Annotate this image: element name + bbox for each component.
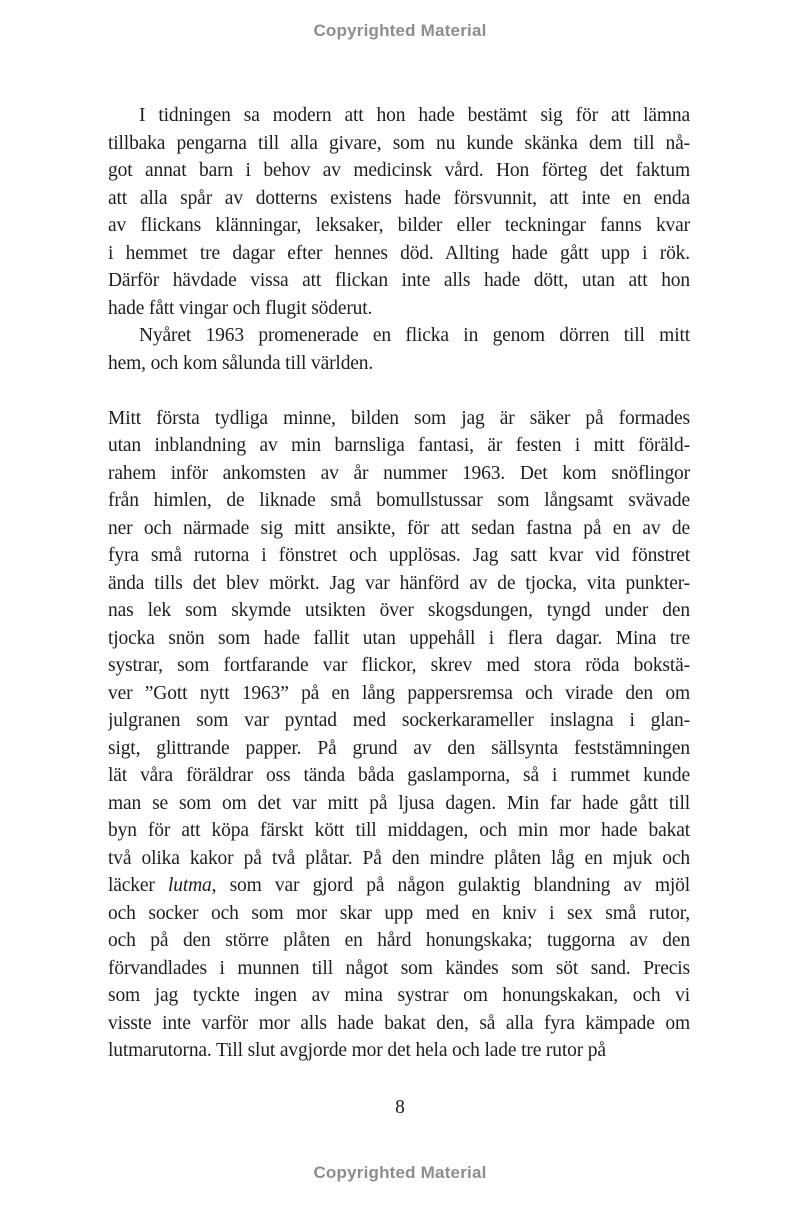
text-line: rahem inför ankomsten av år nummer 1963. Det kom snöflingor (108, 462, 690, 484)
text-line: sigt, glittrande papper. På grund av den sällsynta feststämningen (108, 737, 690, 759)
copyright-notice-top: Copyrighted Material (313, 21, 487, 40)
text-line: ända tills det blev mörkt. Jag var hänförd av de tjocka, vita punkter- (108, 572, 690, 594)
text-line: man se som om det var mitt på ljusa dagen. Min far hade gått till (108, 792, 690, 814)
text-block (108, 102, 690, 1065)
text-line: Mitt första tydliga minne, bilden som jag är säker på formades (108, 407, 690, 429)
text-line: och på den större plåten en hård honungskaka; tuggorna av den (108, 930, 690, 951)
text-line: två olika kakor på två plåtar. På den mindre plåten låg en mjuk och (108, 847, 690, 869)
page-number: 8 (395, 1097, 405, 1118)
text-line: hem, och kom sålunda till världen. (108, 352, 374, 374)
text-line: tillbaka pengarna till alla givare, som nu kunde skänka dem till nå- (108, 132, 690, 154)
text-line: hade fått vingar och flugit söderut. (108, 297, 373, 319)
text-line: lutmarutorna. Till slut avgjorde mor det hela och lade tre rutor på (108, 1040, 606, 1061)
text-line: nas lek som skymde utsikten över skogsdungen, tyngd under den (108, 600, 690, 621)
text-line: visste inte varför mor alls hade bakat den, så alla fyra kämpade om (108, 1012, 690, 1034)
text-line: got annat barn i behov av medicinsk vård. Hon förteg det faktum (108, 160, 690, 181)
text-line: ner och närmade sig mitt ansikte, för att sedan fastna på en av de (108, 517, 690, 539)
text-line: att alla spår av dotterns existens hade försvunnit, att inte en enda (108, 187, 690, 209)
text-line: byn för att köpa färskt kött till middagen, och min mor hade bakat (108, 820, 690, 841)
paragraph (108, 405, 690, 1065)
text-line: från himlen, de liknade små bomullstussar som långsamt svävade (108, 490, 690, 511)
text-line: Nyåret 1963 promenerade en flicka in genom dörren till mitt (139, 325, 690, 346)
text-line: fyra små rutorna i fönstret och upplösas. Jag satt kvar vid fönstret (108, 545, 690, 566)
text-line: som jag tyckte ingen av mina systrar om honungskakan, och vi (108, 985, 690, 1006)
paragraph (108, 322, 690, 377)
text-line: förvandlades i munnen till något som kändes som söt sand. Precis (108, 957, 690, 979)
text-line: lät våra föräldrar oss tända båda gaslamporna, så i rummet kunde (108, 765, 690, 786)
text-line: ver ”Gott nytt 1963” på en lång pappersremsa och virade den om (108, 682, 690, 704)
text-line: julgranen som var pyntad med sockerkarameller inslagna i glan- (108, 710, 690, 731)
paragraph (108, 102, 690, 322)
text-line: Därför hävdade vissa att flickan inte alls hade dött, utan att hon (108, 270, 690, 291)
copyright-notice-bottom: Copyrighted Material (313, 1163, 487, 1182)
text-line: läcker lutma, som var gjord på någon gulaktig blandning av mjöl (108, 875, 690, 896)
text-line: tjocka snön som hade fallit utan uppehåll i flera dagar. Mina tre (108, 627, 690, 649)
text-line: I tidningen sa modern att hon hade bestämt sig för att lämna (139, 105, 690, 126)
text-line: och socker och som mor skar upp med en kniv i sex små rutor, (108, 902, 690, 924)
text-line: av flickans klänningar, leksaker, bilder eller teckningar fanns kvar (108, 215, 690, 236)
text-line: utan inblandning av min barnsliga fantasi, är festen i mitt föräld- (108, 435, 690, 456)
text-line: i hemmet tre dagar efter hennes död. Allting hade gått upp i rök. (108, 242, 690, 264)
text-line: systrar, som fortfarande var flickor, skrev med stora röda bokstä- (108, 655, 690, 676)
